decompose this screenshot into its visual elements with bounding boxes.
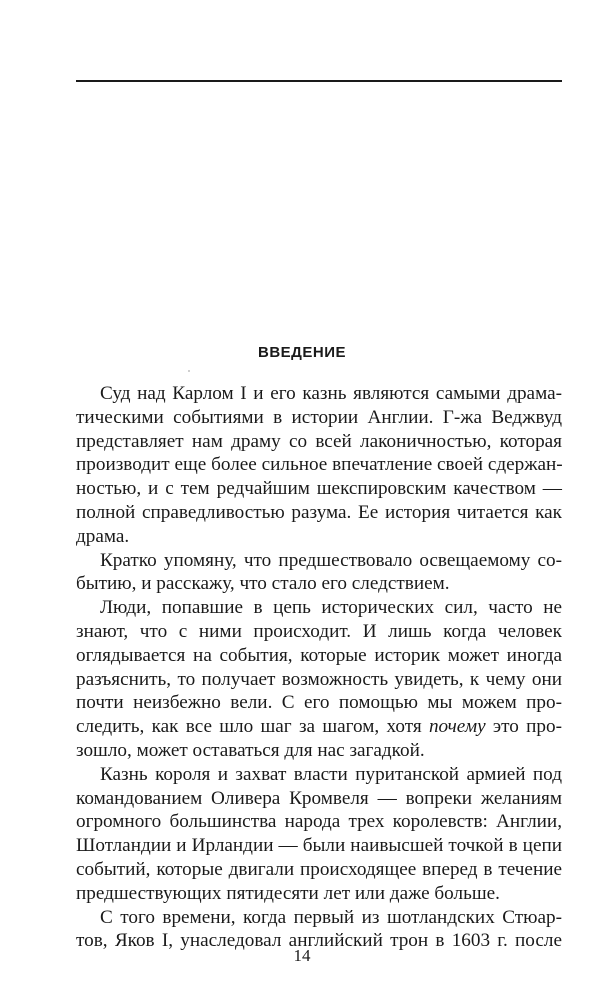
- text-line: тическими событиями в истории Англии. Г-жа Веджвуд: [76, 406, 562, 428]
- text-line: бытию, и расскажу, что стало его следствием.: [76, 573, 450, 595]
- paragraph-2: [76, 549, 562, 597]
- text-line: ностью, и с тем редчайшим шекспировским качеством —: [76, 478, 562, 500]
- header-rule: [76, 80, 562, 82]
- text-line: оглядывается на события, которые историк может иногда: [76, 644, 562, 666]
- chapter-heading: ВВЕДЕНИЕ: [258, 344, 346, 361]
- text-segment: следить, как все шло шаг за шагом, хотя: [76, 716, 429, 738]
- body-text: [76, 382, 562, 953]
- text-line: почти неизбежно вели. С его помощью мы можем про-: [76, 692, 562, 714]
- text-line-with-italic: [76, 715, 562, 739]
- text-line: огромного большинства народа трех королевств: Англии,: [76, 811, 562, 833]
- page-number: 14: [293, 946, 311, 965]
- text-line: зошло, может оставаться для нас загадкой.: [76, 739, 425, 761]
- text-line: драма.: [76, 525, 130, 547]
- text-line: С того времени, когда первый из шотландских Стюар-: [100, 906, 562, 928]
- text-segment: это про-: [485, 716, 562, 738]
- paragraph-3: [76, 596, 562, 763]
- text-line: предшествующих пятидесяти лет или даже больше.: [76, 882, 500, 904]
- text-line: событий, которые двигали происходящее вперед в течение: [76, 858, 562, 880]
- scan-speck: [188, 370, 190, 372]
- text-line: разъяснить, то получает возможность увидеть, к чему они: [76, 668, 562, 690]
- text-line: представляет нам драму со всей лаконичностью, которая: [76, 430, 562, 452]
- italic-word: почему: [428, 716, 486, 738]
- text-line: полной справедливостью разума. Ее история читается как: [76, 501, 562, 523]
- paragraph-1: [76, 382, 562, 549]
- text-line: Кратко упомяну, что предшествовало освещаемому со-: [100, 549, 562, 571]
- text-line: тов, Яков I, унаследовал английский трон в 1603 г. после: [76, 930, 562, 952]
- text-line: Люди, попавшие в цепь исторических сил, часто не: [100, 597, 562, 619]
- text-line: командованием Оливера Кромвеля — вопреки желаниям: [76, 787, 562, 809]
- text-line: Шотландии и Ирландии — были наивысшей точкой в цепи: [76, 835, 562, 857]
- text-line: Суд над Карлом I и его казнь являются самыми драма-: [100, 383, 562, 404]
- text-line: производит еще более сильное впечатление своей сдержан-: [76, 454, 563, 476]
- paragraph-4: [76, 763, 562, 906]
- text-line: Казнь короля и захват власти пуританской армией под: [100, 763, 562, 785]
- text-line: знают, что с ними происходит. И лишь когда человек: [76, 620, 562, 642]
